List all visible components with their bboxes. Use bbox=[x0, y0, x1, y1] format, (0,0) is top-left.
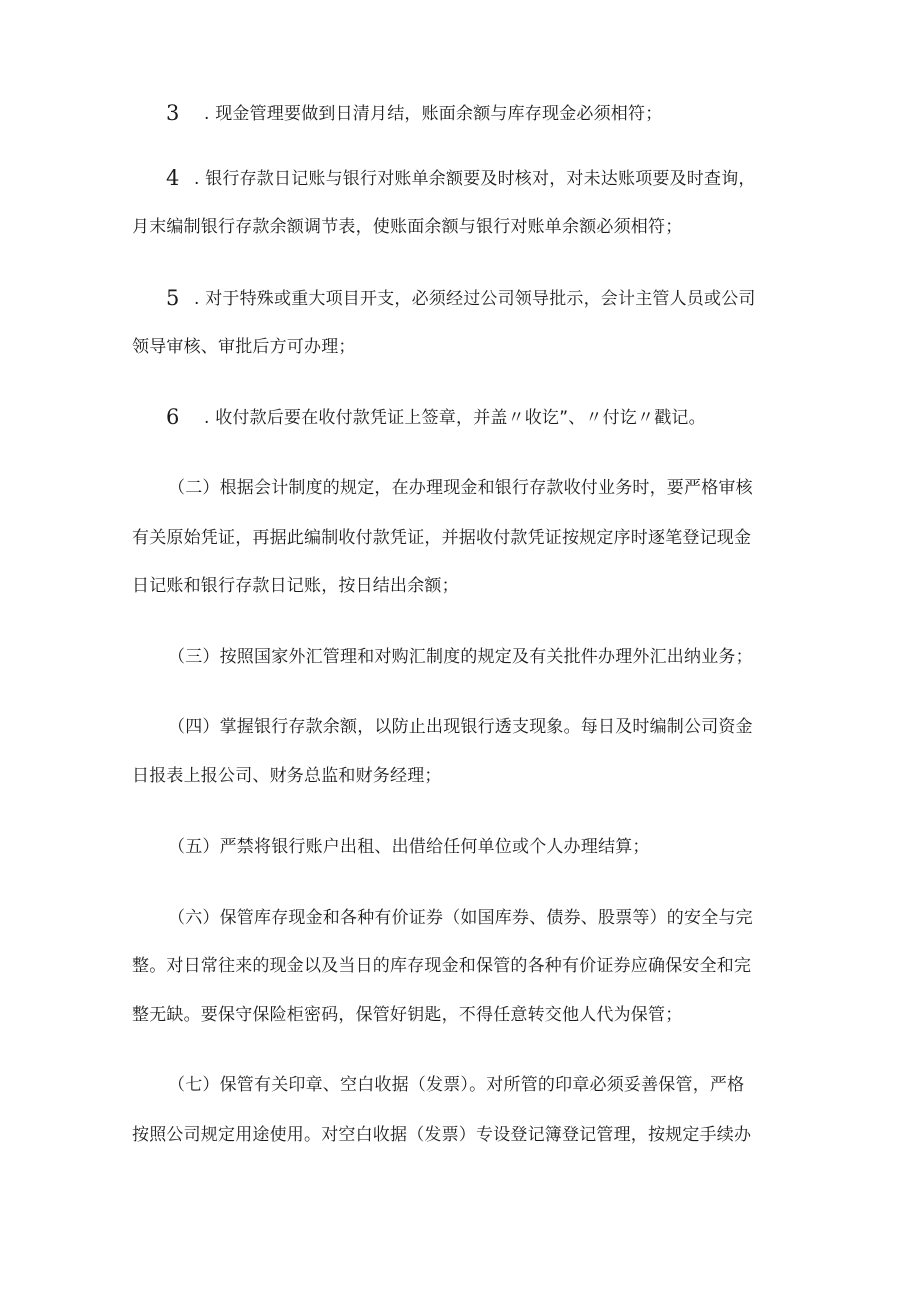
item-number: 3 bbox=[166, 101, 180, 125]
item-text: . 银行存款日记账与银行对账单余额要及时核对，对未达账项要及时查询， bbox=[194, 169, 756, 189]
paragraph-line: （七）保管有关印章、空白收据（发票）。对所管的印章必须妥善保管，严格 bbox=[168, 1075, 745, 1095]
list-item bbox=[132, 166, 812, 191]
item-number: 6 bbox=[166, 405, 180, 429]
list-item-continuation: 月末编制银行存款余额调节表，使账面余额与银行对账单余额必须相符； bbox=[132, 217, 683, 237]
list-item bbox=[132, 101, 812, 126]
paragraph-line: （五）严禁将银行账户出租、出借给任何单位或个人办理结算； bbox=[168, 837, 650, 857]
list-item bbox=[132, 405, 812, 430]
paragraph-line: 整无缺。要保守保险柜密码，保管好钥匙，不得任意转交他人代为保管； bbox=[132, 1005, 683, 1025]
paragraph-line: （六）保管库存现金和各种有价证券（如国库券、债券、股票等）的安全与完 bbox=[168, 908, 753, 928]
list-item-continuation: 领导审核、审批后方可办理； bbox=[132, 337, 356, 357]
paragraph-line: 按照公司规定用途使用。对空白收据（发票）专设登记簿登记管理，按规定手续办 bbox=[132, 1125, 752, 1145]
paragraph-line: （三）按照国家外汇管理和对购汇制度的规定及有关批件办理外汇出纳业务； bbox=[168, 647, 753, 667]
paragraph-line: （二）根据会计制度的规定，在办理现金和银行存款收付业务时，要严格审核 bbox=[168, 478, 753, 498]
paragraph-line: （四）掌握银行存款余额，以防止出现银行透支现象。每日及时编制公司资金 bbox=[168, 717, 753, 737]
paragraph-line: 有关原始凭证，再据此编制收付款凭证，并据收付款凭证按规定序时逐笔登记现金 bbox=[132, 528, 752, 548]
item-number: 5 bbox=[166, 286, 180, 310]
item-text: . 对于特殊或重大项目开支，必须经过公司领导批示，会计主管人员或公司 bbox=[194, 289, 756, 309]
list-item bbox=[132, 286, 812, 311]
paragraph-line: 整。对日常往来的现金以及当日的库存现金和保管的各种有价证券应确保安全和完 bbox=[132, 956, 752, 976]
paragraph-line: 日记账和银行存款日记账，按日结出余额； bbox=[132, 576, 459, 596]
item-number: 4 bbox=[166, 166, 180, 190]
item-text: . 收付款后要在收付款凭证上签章，并盖〃收讫”、〃付讫〃戳记。 bbox=[204, 408, 706, 428]
paragraph-line: 日报表上报公司、财务总监和财务经理； bbox=[132, 766, 442, 786]
item-text: . 现金管理要做到日清月结，账面余额与库存现金必须相符； bbox=[204, 104, 663, 124]
